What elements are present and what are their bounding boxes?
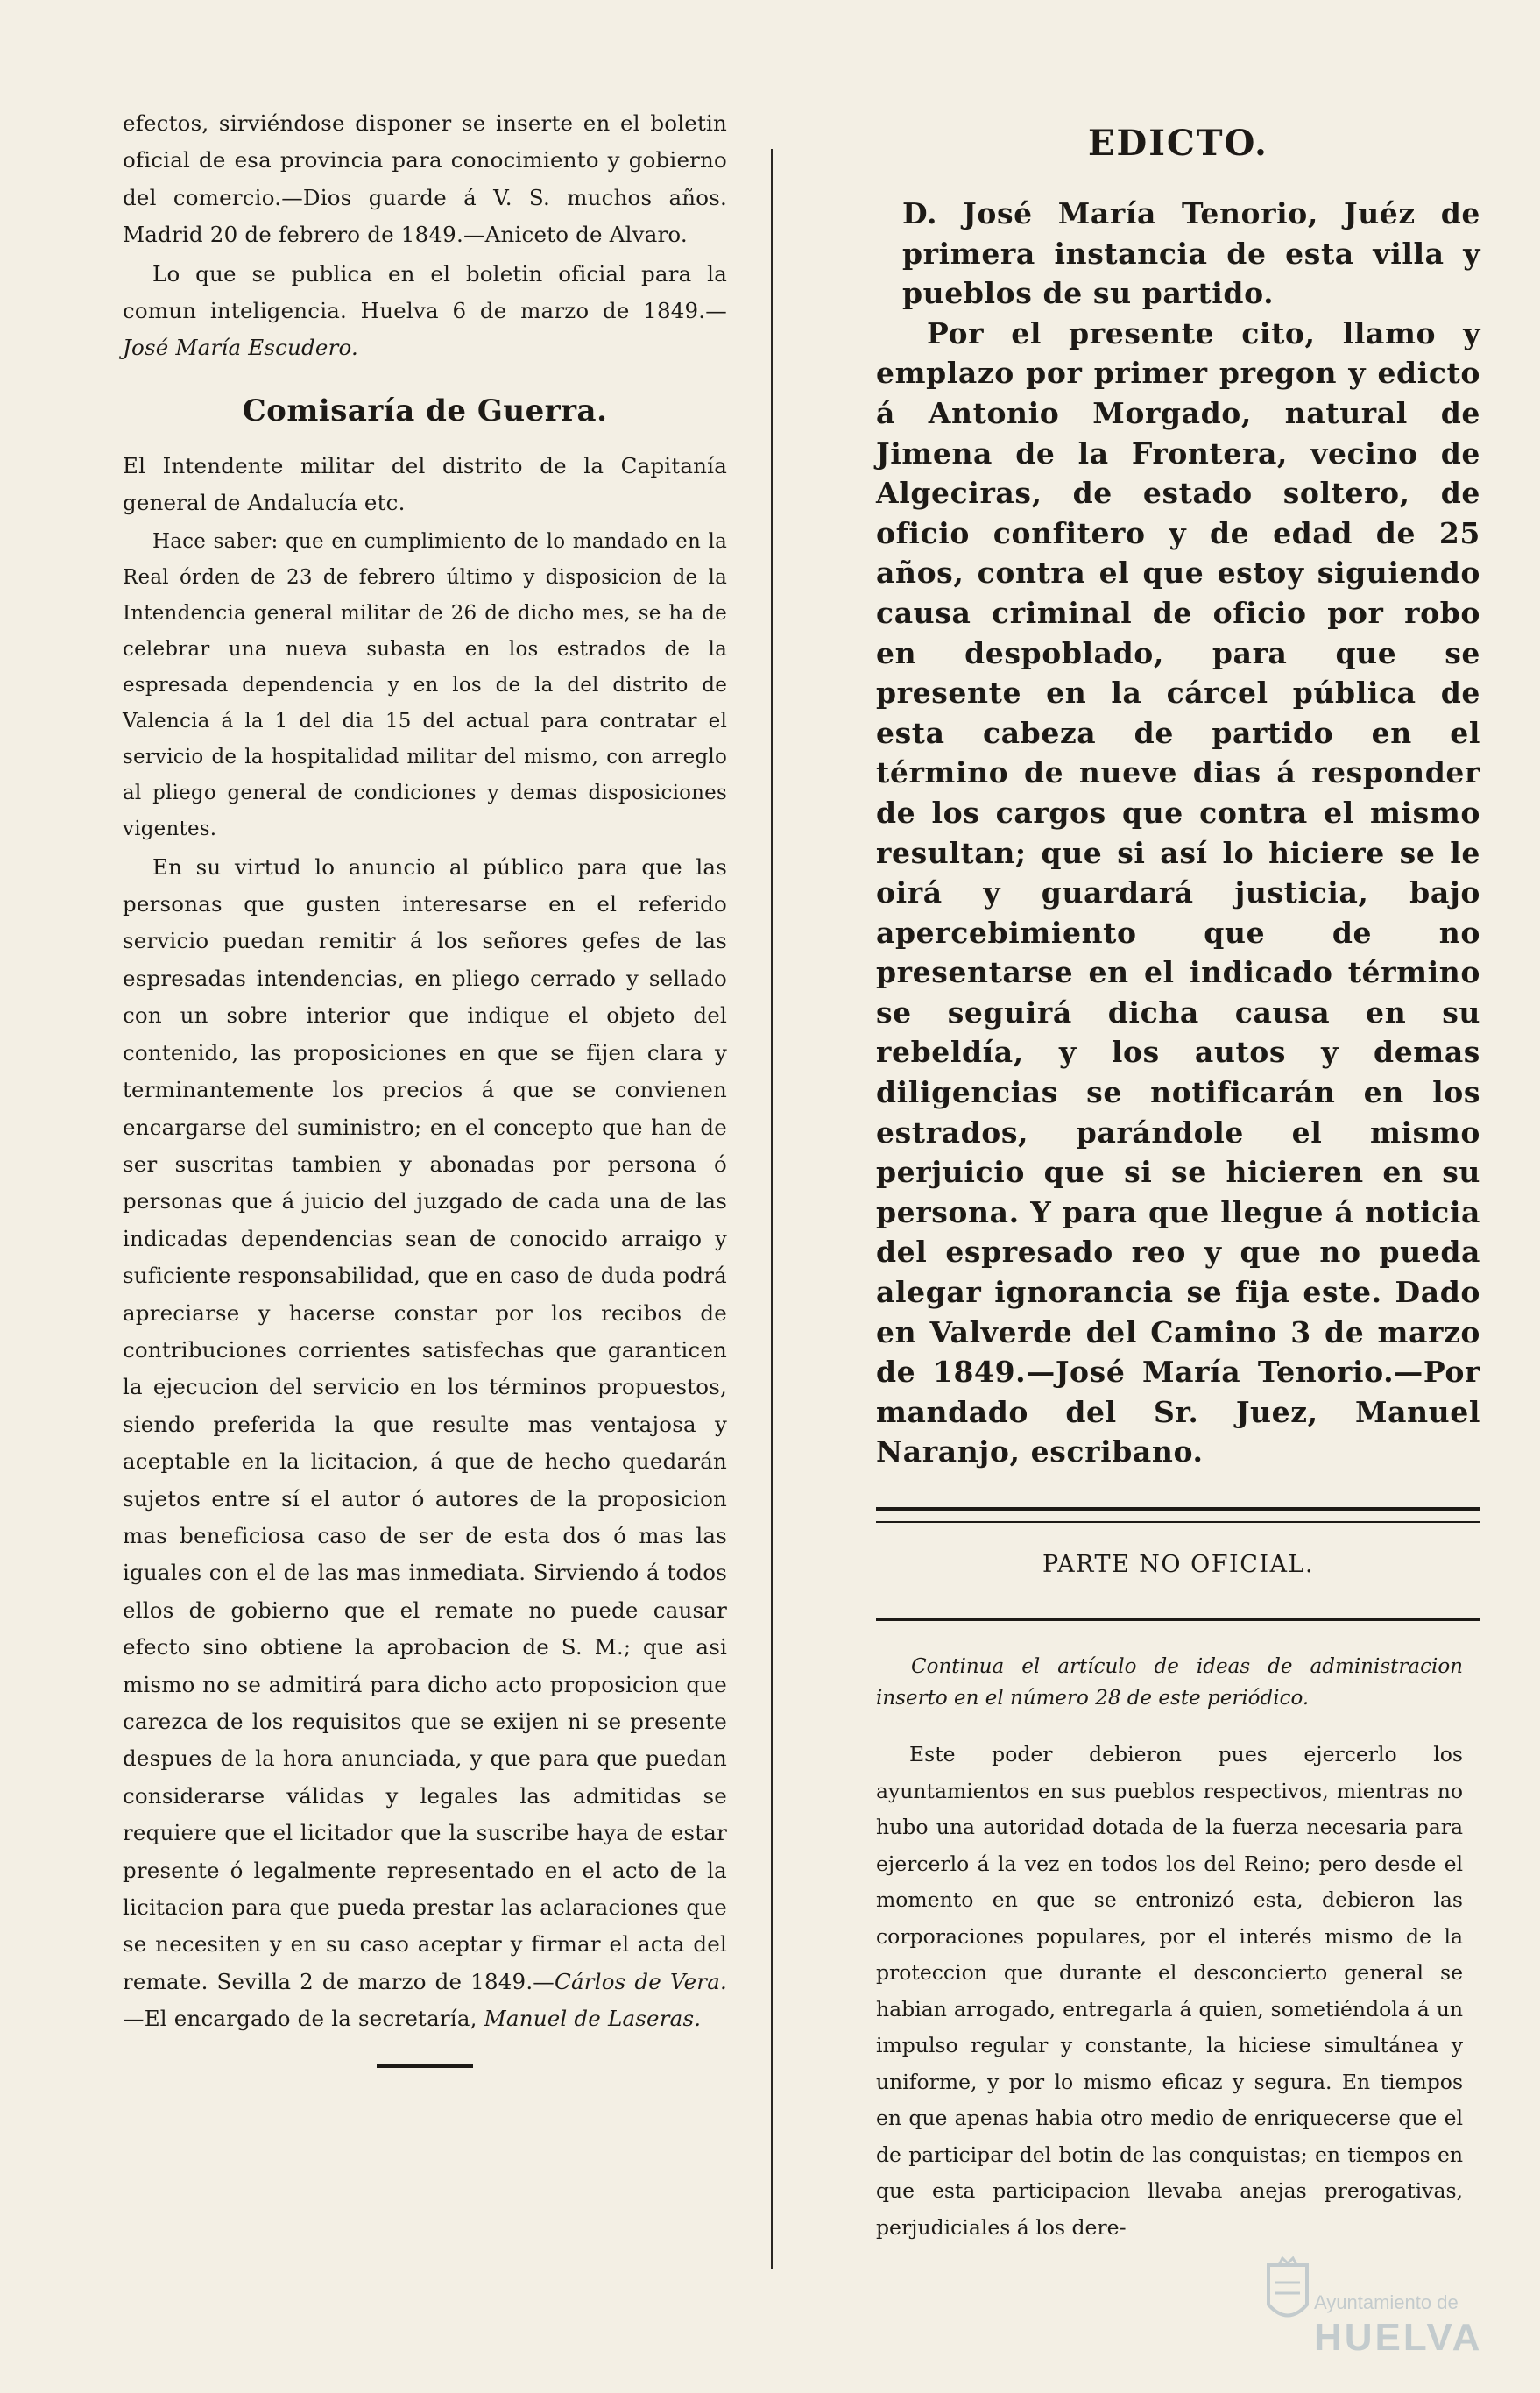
left-column [123, 105, 727, 2068]
article-body: Este poder debieron pues ejercerlo los ayuntamientos en sus pueblos respectivos, mientras no hubo una autoridad dotada de la fuerza necesaria para ejercerlo á la vez en todos los del Reino; pero desde el momento en que se entronizó esta, debieron las corporaciones populares, por el interés mismo de la proteccion que durante el desconcierto general se habian arrogado, entregarla á quien, sometiéndola á un impulso regular y constante, la hiciese simultánea y uniforme, y por lo mismo eficaz y segura. En tiempos en que apenas habia otro medio de enriquecerse que el de participar del botin de las conquistas; en tiempos en que esta participacion llevaba anejas prerogativas, perjudiciales á los dere- [876, 1742, 1463, 2240]
double-rule [876, 1507, 1480, 1523]
publication-note [123, 256, 727, 367]
para-intendente: El Intendente militar del distrito de la Capitanía general de Andalucía etc. [123, 452, 727, 516]
edicto-text [876, 194, 1480, 1472]
thin-rule [876, 1618, 1480, 1621]
edicto-body: Por el presente cito, llamo y emplazo por primer pregon y edicto á Antonio Morgado, natural de Jimena de la Frontera, vecino de Algeciras, de estado soltero, de oficio confitero y de edad de 25 años, contra el que estoy siguiendo causa criminal de oficio por robo en despoblado, para que se presente en la cárcel pública de esta cabeza de partido en el término de nueve dias á responder de los cargos que contra el mismo resultan; que si así lo hiciere se le oirá y guardará justicia, bajo apercebimiento que de no presentarse en el indicado término se seguirá dicha causa en su rebeldía, y los autos y demas diligencias se notificarán en los estrados, parándole el mismo perjuicio que si se hicieren en su persona. Y para que llegue á noticia del espresado reo y que no pueda alegar ignorancia se fija este. Dado en Valverde del Camino 3 de marzo de 1849.—José María Tenorio.—Por mandado del Sr. Juez, Manuel Naranjo, escribano. [876, 315, 1480, 1469]
article-intro: Continua el artículo de ideas de administracion inserto en el número 28 de este periódico. [876, 1655, 1463, 1710]
para-hace-saber: Hace saber: que en cumplimiento de lo mandado en la Real órden de 23 de febrero último y disposicion de la Intendencia general militar de 26 de dicho mes, se ha de celebrar una nueva subasta en los estrados de la espresada dependencia y en los de la del distrito de Valencia á la 1 del dia 15 del actual para contratar el servicio de la hospitalidad militar del mismo, con arreglo al pliego general de condiciones y demas disposiciones vigentes. [123, 529, 727, 840]
ayuntamiento-huelva-watermark [1261, 2230, 1483, 2361]
city-shield-icon [1261, 2256, 1314, 2335]
edicto-title: EDICTO. [1088, 123, 1268, 164]
opening-paragraph: efectos, sirviéndose disponer se inserte en el boletin oficial de esa provincia para conocimiento y gobierno del comercio.—Dios guarde á V. S. muchos años. Madrid 20 de febrero de 1849.—Aniceto de Alvaro. [123, 110, 727, 248]
parte-no-oficial-title: PARTE NO OFICIAL. [1042, 1551, 1315, 1578]
para-en-su-virtud [123, 849, 727, 2038]
section-title-comisaria: Comisaría de Guerra. [242, 393, 608, 428]
signature-laseras: Manuel de Laseras. [484, 2006, 702, 2032]
section-end-rule [377, 2064, 473, 2068]
column-divider [771, 149, 773, 2269]
para-en-su-virtud-text: En su virtud lo anuncio al público para que las personas que gusten interesarse en el referido servicio puedan remitir á los señores gefes de las espresadas intendencias, en pliego cerrado y sellado con un sobre interior que indique el objeto del contenido, las proposiciones en que se fijen clara y terminantemente los precios á que se convienen encargarse del suministro; en el concepto que han de ser suscritas tambien y abonadas por persona ó personas que á juicio del juzgado de cada una de las indicadas dependencias sean de conocido arraigo y suficiente responsabilidad, que en caso de duda podrá apreciarse y hacerse constar por los recibos de contribuciones corrientes satisfechas que garanticen la ejecucion del servicio en los términos propuestos, siendo preferida la que resulte mas ventajosa y aceptable en la licitacion, á que de hecho quedarán sujetos entre sí el autor ó autores de la proposicion mas beneficiosa caso de ser de esta dos ó mas las iguales con el de las mas inmediata. Sirviendo á todos ellos de gobierno que el remate no puede causar efecto sino obtiene la aprobacion de S. M.; que asi mismo no se admitirá para dicho acto proposicion que carezca de los requisitos que se exijen ni se presente despues de la hora anunciada, y que para que puedan considerarse válidas y legales las admitidas se requiere que el licitador que la suscribe haya de estar presente ó legalmente representado en el acto de la licitacion para que pueda prestar las aclaraciones que se necesiten y en su caso aceptar y firmar el acta del remate. Sevilla 2 de marzo de 1849.— [123, 853, 727, 1994]
closing-text: —El encargado de la secretaría, [123, 2006, 477, 2032]
signature-vera: Cárlos de Vera. [555, 1968, 727, 1994]
edicto-lead: D. José María Tenorio, Juéz de primera instancia de esta villa y pueblos de su partido. [902, 196, 1480, 311]
watermark-line1: Ayuntamiento de [1314, 2291, 1459, 2313]
publication-signature: José María Escudero. [123, 335, 359, 361]
watermark-line2: HUELVA [1314, 2316, 1483, 2359]
article-text [876, 1737, 1480, 2246]
right-column [876, 123, 1480, 2246]
publication-note-text: Lo que se publica en el boletin oficial para la comun inteligencia. Huelva 6 de marzo de 1849.— [123, 260, 727, 324]
